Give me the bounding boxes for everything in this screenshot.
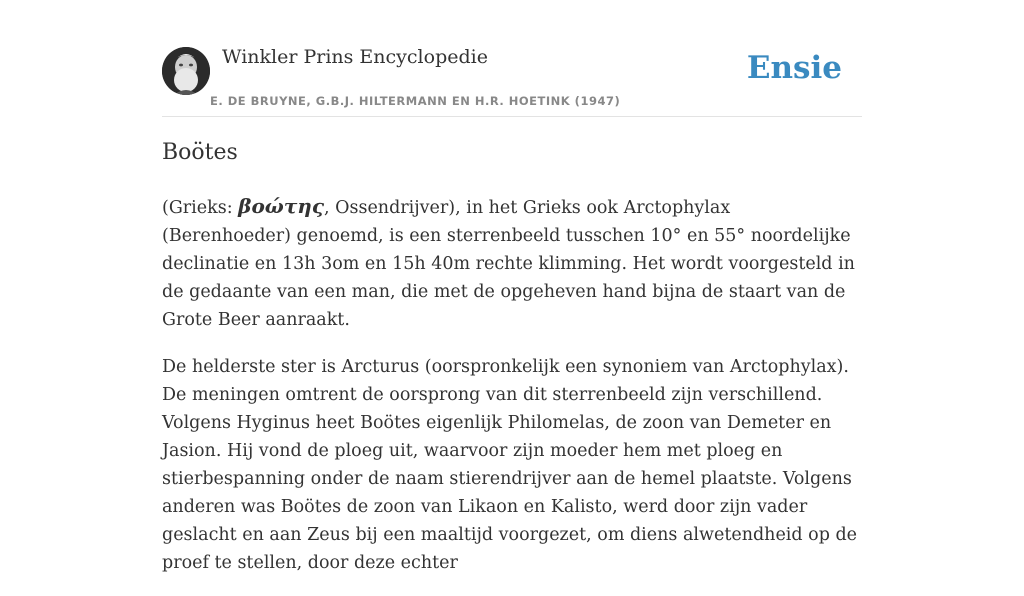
article-body bbox=[162, 192, 862, 596]
article-title: Boötes bbox=[162, 140, 238, 165]
article-paragraph bbox=[162, 192, 862, 334]
greek-term: βοώτης bbox=[238, 194, 325, 218]
paragraph-text: (Grieks: bbox=[162, 198, 239, 218]
paragraph-text: , Ossendrijver), in het Grieks ook Arctophylax (Berenhoeder) genoemd, is een sterrenbeeld tusschen 10° en 55° noordelijke declinatie en 13h 3om en 15h 40m rechte klimming. Het wordt voorgesteld in de gedaante van een man, die met de opgeheven hand bijna de staart van de Grote Beer aanraakt. bbox=[162, 198, 855, 330]
bearded-man-portrait-icon bbox=[162, 47, 210, 95]
brand-logo-link[interactable]: Ensie bbox=[746, 50, 842, 86]
site-title[interactable]: Winkler Prins Encyclopedie bbox=[222, 46, 488, 68]
site-header bbox=[162, 44, 862, 117]
author-credits: E. DE BRUYNE, G.B.J. HILTERMANN EN H.R. HOETINK (1947) bbox=[210, 94, 621, 108]
article-paragraph: De helderste ster is Arcturus (oorspronkelijk een synoniem van Arctophylax). De meningen omtrent de oorsprong van dit sterrenbeeld zijn verschillend. Volgens Hyginus heet Boötes eigenlijk Philomelas, de zoon van Demeter en Jasion. Hij vond de ploeg uit, waarvoor zijn moeder hem met ploeg en stierbespanning onder de naam stierendrijver aan de hemel plaatste. Volgens anderen was Boötes de zoon van Likaon en Kalisto, werd door zijn vader geslacht en aan Zeus bij een maaltijd voorgezet, om diens alwetendheid op de proef te stellen, door deze echter bbox=[162, 357, 858, 573]
author-avatar[interactable] bbox=[162, 47, 210, 95]
